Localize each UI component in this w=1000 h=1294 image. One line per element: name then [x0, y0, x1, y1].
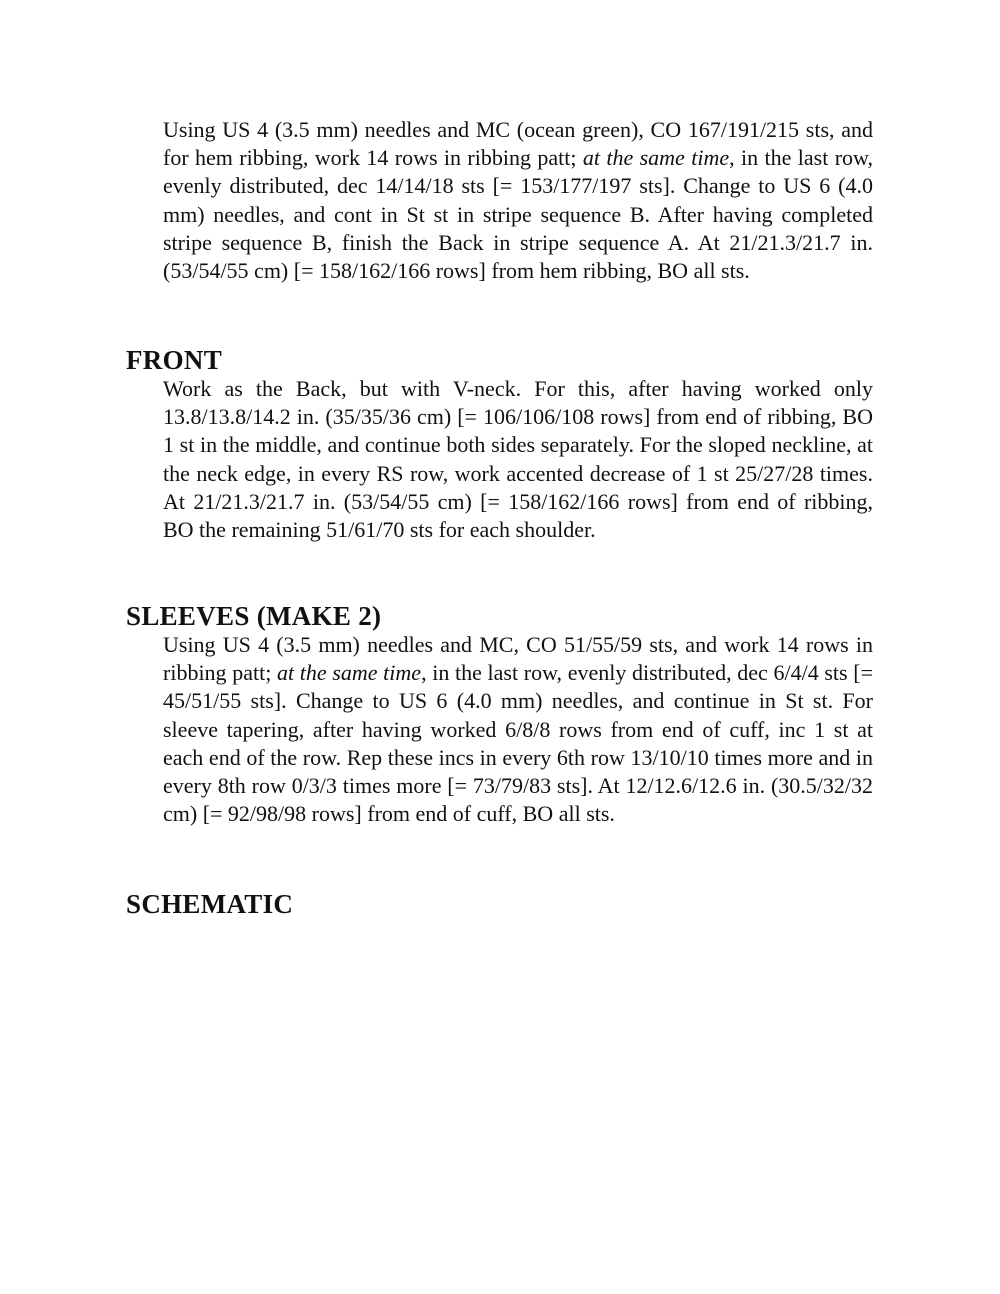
schematic-heading: SCHEMATIC [126, 889, 294, 919]
back-emphasis: at the same time [582, 145, 730, 171]
back-text-part1: Using US 4 (3.5 mm) needles and MC (ocean green), CO 167/191/215 sts, and for hem ribbing, work 14 rows in ribbing patt; [163, 117, 873, 171]
sleeves-text-part1: Using US 4 (3.5 mm) needles and MC, CO 51/55/59 sts, and work 14 rows in ribbing patt; [163, 632, 873, 686]
sleeves-instructions [163, 631, 873, 828]
sleeves-heading: SLEEVES (MAKE 2) [126, 601, 382, 631]
sleeves-text-part2: , in the last row, evenly distributed, dec 6/4/4 sts [= 45/51/55 sts]. Change to US 6 (4.0 mm) needles, and continue in St st. For sleeve tapering, after having worked 6/8/8 rows from end of cuff, inc 1 st at each end of the row. Rep these incs in every 6th row 13/10/10 times more and in every 8th row 0/3/3 times more [= 73/79/83 sts]. At 12/12.6/12.6 in. (30.5/32/32 cm) [= 92/98/98 rows] from end of cuff, BO all sts. [163, 660, 873, 827]
back-text-part2: , in the last row, evenly distributed, dec 14/14/18 sts [= 153/177/197 sts]. Change to US 6 (4.0 mm) needles, and cont in St st in stripe sequence B. After having completed stripe sequence B, finish the Back in stripe sequence A. At 21/21.3/21.7 in. (53/54/55 cm) [= 158/162/166 rows] from hem ribbing, BO all sts. [163, 145, 873, 284]
back-instructions [163, 116, 873, 285]
sleeves-emphasis: at the same time [276, 660, 422, 686]
front-instructions: Work as the Back, but with V-neck. For this, after having worked only 13.8/13.8/14.2 in. (35/35/36 cm) [= 106/106/108 rows] from end of ribbing, BO 1 st in the middle, and continue both sides separately. For the sloped neckline, at the neck edge, in every RS row, work accented decrease of 1 st 25/27/28 times. At 21/21.3/21.7 in. (53/54/55 cm) [= 158/162/166 rows] from end of ribbing, BO the remaining 51/61/70 sts for each shoulder. [163, 376, 873, 543]
front-heading: FRONT [126, 345, 222, 375]
